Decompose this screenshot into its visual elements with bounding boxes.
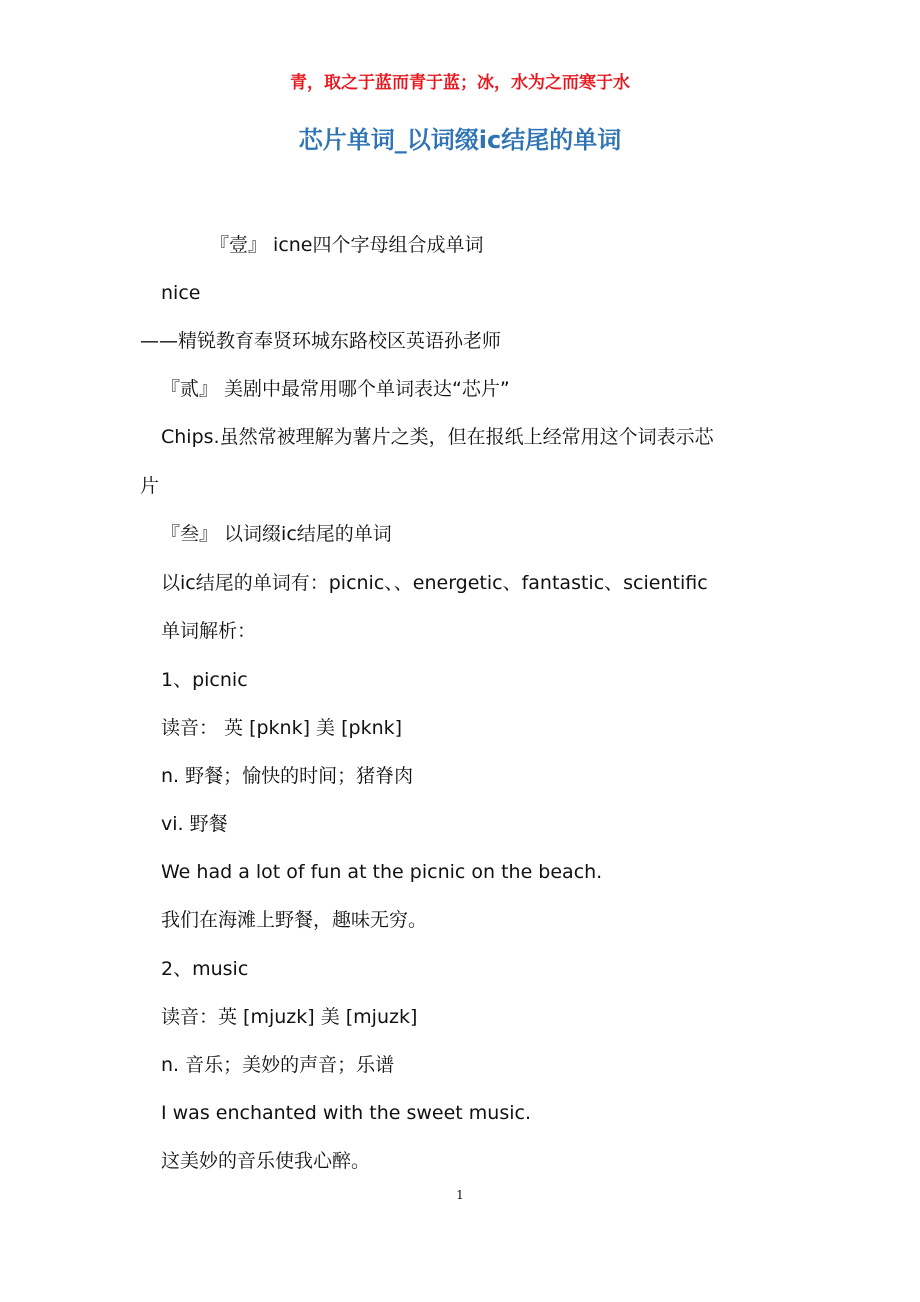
paragraph: 1、picnic — [161, 669, 248, 691]
paragraph: nice — [161, 282, 201, 304]
motto-header: 青，取之于蓝而青于蓝；冰，水为之而寒于水 — [290, 73, 630, 93]
paragraph: 2、music — [161, 958, 249, 980]
paragraph: 我们在海滩上野餐，趣味无穷。 — [161, 909, 428, 931]
paragraph: 读音： 英 [pknk] 美 [pknk] — [161, 717, 403, 739]
section-heading-3: 『叁』 以词缀ic结尾的单词 — [161, 523, 392, 545]
paragraph: 单词解析： — [161, 620, 257, 642]
page-number: 1 — [456, 1188, 464, 1202]
paragraph: 片 — [140, 475, 160, 497]
paragraph: 读音：英 [mjuzk] 美 [mjuzk] — [161, 1006, 418, 1028]
paragraph: We had a lot of fun at the picnic on the beach. — [161, 861, 603, 883]
paragraph: ——精锐教育奉贤环城东路校区英语孙老师 — [140, 330, 502, 352]
paragraph: Chips.虽然常被理解为薯片之类，但在报纸上经常用这个词表示芯 — [161, 426, 714, 448]
document-title: 芯片单词_以词缀ic结尾的单词 — [298, 126, 622, 154]
paragraph: 以ic结尾的单词有：picnic、、energetic、fantastic、scientific — [161, 572, 708, 594]
section-heading-2: 『贰』 美剧中最常用哪个单词表达“芯片” — [161, 378, 510, 400]
paragraph: vi. 野餐 — [161, 813, 228, 835]
paragraph: n. 野餐；愉快的时间；猪脊肉 — [161, 765, 414, 787]
paragraph: I was enchanted with the sweet music. — [161, 1102, 531, 1124]
paragraph: 这美妙的音乐使我心醉。 — [161, 1150, 371, 1172]
paragraph: n. 音乐；美妙的声音；乐谱 — [161, 1054, 395, 1076]
section-heading-1: 『壹』 icne四个字母组合成单词 — [210, 234, 484, 256]
